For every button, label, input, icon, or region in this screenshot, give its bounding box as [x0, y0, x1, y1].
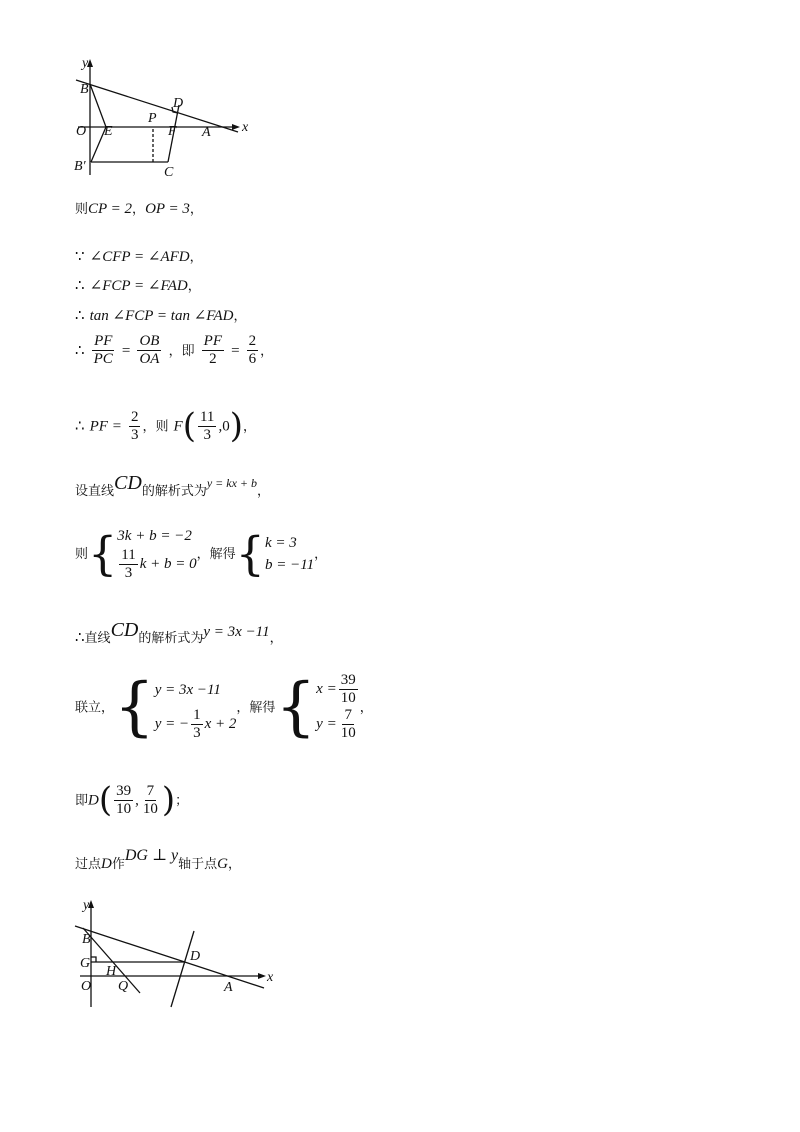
x-axis-arrow — [232, 124, 240, 130]
x-axis-arrow — [258, 973, 266, 979]
point-f: F — [173, 418, 183, 435]
solution-1 — [265, 532, 314, 576]
line-8: 则{ 3k + b = −2 $\frac{11}{3}$ k + b = 0 ，解得{ k = 3 b = −11 ， — [75, 526, 328, 581]
fraction-pf-2: $\frac{PF}{2}$ — [203, 333, 222, 367]
line-8-mid: ，解得 — [196, 547, 236, 562]
line-12-pre: 过点 — [75, 857, 102, 872]
fig2-label-a: A — [224, 980, 233, 995]
right-angle-mark-g — [91, 957, 96, 962]
fig2-label-x: x — [267, 970, 274, 985]
line-9-mid: 的解析式为 — [138, 631, 204, 646]
fig2-label-g: G — [80, 956, 91, 971]
line-1-sep: ， — [132, 202, 146, 217]
point-g: G — [217, 856, 228, 872]
line-6-rest: ,0 — [218, 418, 230, 435]
fig2-label-q: Q — [118, 979, 129, 994]
line-4 — [75, 305, 247, 325]
line-7-expr: y = kx + b — [206, 476, 258, 490]
line-5-end: ， — [260, 344, 274, 359]
point-d: D — [101, 856, 112, 872]
system-2-eq1: y = 3x −11 — [154, 681, 221, 698]
line-7 — [75, 472, 271, 501]
fraction-39-10: $\frac{39}{10}$ — [116, 782, 132, 817]
fig1-label-p: P — [148, 111, 157, 126]
line-cd — [171, 931, 194, 1007]
therefore-symbol: ∴ — [75, 343, 85, 359]
system-2-eq2: y = − $\frac{1}{3}$ x + 2 — [154, 706, 237, 741]
line-12-post: 轴于点 — [178, 857, 218, 872]
fraction-2-6: $\frac{2}{6}$ — [248, 333, 257, 367]
figure-2-diagram — [70, 895, 280, 1010]
fig2-label-y: y — [83, 898, 90, 913]
solution-2-x: x = $\frac{39}{10}$ — [316, 672, 356, 706]
figure-1-diagram — [60, 55, 260, 180]
line-1-expr2: OP = 3 — [145, 201, 190, 217]
line-9 — [75, 619, 283, 648]
line-10-mid: ，解得 — [236, 700, 276, 716]
system-1 — [117, 525, 196, 582]
solution-1-k: k = 3 — [264, 534, 297, 551]
line-3-end: ， — [187, 279, 201, 294]
system-2 — [155, 673, 237, 742]
line-9-expr: y = 3x −11 — [203, 624, 270, 640]
line-6-lhs: PF = — [89, 418, 122, 435]
line-9-pre: 直线 — [84, 631, 111, 646]
line-9-end: ， — [269, 631, 283, 646]
fraction-ob-oa: $\frac{OB}{OA}$ — [139, 333, 160, 367]
system-1-eq2: $\frac{11}{3}$ k + b = 0 — [121, 547, 197, 581]
line-2-expr: ∠CFP = ∠AFD — [89, 249, 190, 265]
line-11-end: ； — [175, 793, 189, 809]
line-ab — [75, 926, 264, 988]
line-5 — [75, 333, 273, 368]
line-cd-label: CD — [114, 472, 142, 494]
line-1 — [75, 198, 203, 218]
line-6: ∴ PF = $\frac{2}{3}$ ，则 F( $\frac{11}{3}$ ,0)， — [75, 406, 256, 446]
fraction-7-10: $\frac{7}{10}$ — [142, 782, 158, 817]
line-12-end: ， — [228, 857, 242, 872]
line-8-pre: 则 — [75, 547, 89, 562]
line-12 — [75, 847, 242, 873]
line-1-expr1: CP = 2 — [88, 201, 133, 217]
fraction-11-3: $\frac{11}{3}$ — [199, 408, 215, 443]
fig1-label-bprime: B′ — [74, 159, 86, 174]
line-2-end: ， — [189, 250, 203, 265]
therefore-symbol: ∴ — [75, 418, 85, 435]
fig1-label-e: E — [104, 124, 113, 139]
therefore-symbol: ∴ — [75, 308, 85, 324]
solution-2-y: y = $\frac{7}{10}$ — [316, 707, 356, 741]
fig2-label-h: H — [106, 964, 117, 979]
line-8-end: ， — [314, 547, 328, 562]
fig2-label-o: O — [81, 979, 92, 994]
line-11-pre: 即 — [75, 793, 89, 809]
equals: = — [231, 343, 240, 359]
fig1-label-f: F — [168, 124, 177, 139]
fig2-label-d: D — [190, 949, 201, 964]
fig1-label-c: C — [164, 165, 174, 180]
fraction-pf-pc: $\frac{PF}{PC}$ — [93, 333, 113, 367]
line-cd-label: CD — [110, 619, 139, 641]
line-10: 联立，{ y = 3x −11 y = − $\frac{1}{3}$ x + 2 ，解得{ x = $\frac{39}{10}$ y = $\frac{7}{10}$ ， — [75, 670, 373, 744]
line-4-end: ， — [233, 309, 247, 324]
line-ab — [76, 80, 238, 132]
point-d: D — [88, 792, 99, 809]
line-3-expr: ∠FCP = ∠FAD — [89, 278, 188, 294]
therefore-symbol: ∴ — [75, 630, 85, 646]
solution-1-b: b = −11 — [264, 556, 315, 573]
fig2-label-b: B — [82, 932, 91, 947]
solution-2 — [316, 672, 360, 742]
fraction-2-3: $\frac{2}{3}$ — [130, 408, 139, 443]
line-7-end: ， — [257, 484, 271, 499]
fig1-label-y: y — [82, 56, 89, 71]
line-6-end: ， — [242, 419, 256, 435]
line-2 — [75, 246, 203, 266]
line-12-mid: 作 — [111, 857, 125, 872]
line-4-expr: tan ∠FCP = tan ∠FAD — [89, 308, 234, 324]
fig1-label-x: x — [242, 120, 249, 135]
line-1-end: ， — [189, 202, 203, 217]
line-1-pre: 则 — [75, 202, 89, 217]
system-1-eq1: 3k + b = −2 — [117, 528, 192, 544]
line-7-pre: 设直线 — [75, 484, 115, 499]
line-12-expr: DG ⊥ y — [124, 847, 179, 864]
comma: , — [135, 792, 139, 809]
segment-b-e-bprime — [90, 84, 106, 162]
fig1-label-o: O — [76, 124, 87, 139]
equals: = — [121, 343, 131, 359]
fig1-label-d: D — [173, 96, 184, 111]
therefore-symbol: ∴ — [75, 278, 85, 294]
line-7-mid: 的解析式为 — [141, 484, 207, 499]
fig1-label-a: A — [202, 125, 211, 140]
fig1-label-b: B — [80, 82, 89, 97]
line-10-pre: 联立， — [75, 700, 115, 716]
because-symbol: ∵ — [75, 249, 85, 265]
line-11: 即D( $\frac{39}{10}$ , $\frac{7}{10}$ )； — [75, 780, 189, 820]
line-10-end: ， — [359, 700, 373, 716]
line-5-mid: ，即 — [168, 344, 195, 359]
line-6-mid: ，则 — [142, 419, 169, 435]
line-3 — [75, 275, 201, 295]
